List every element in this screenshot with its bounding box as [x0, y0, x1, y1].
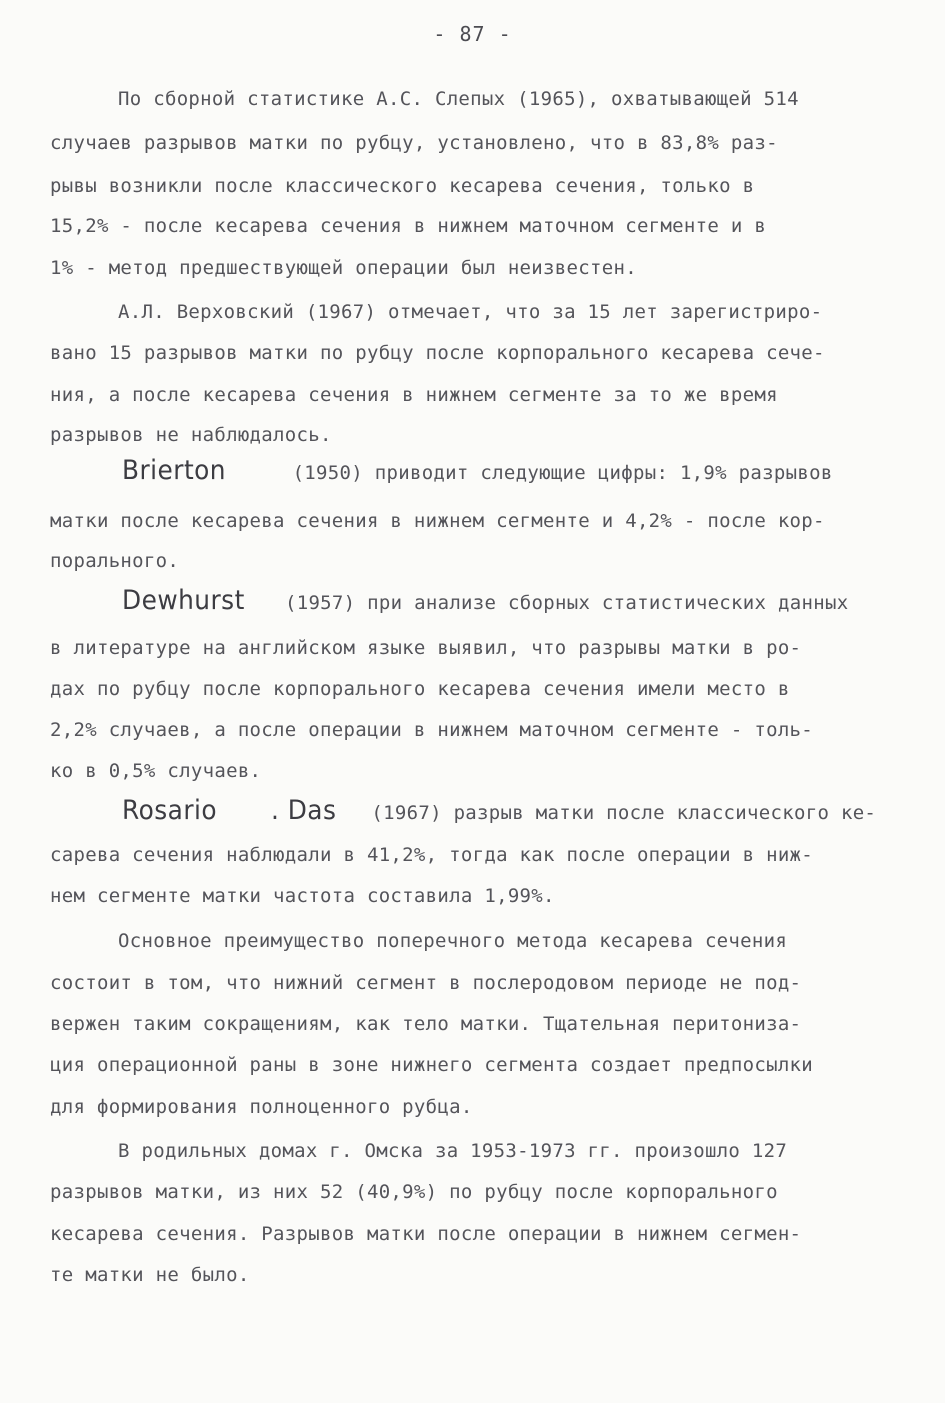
handwritten-author: Rosario: [122, 795, 218, 826]
text-line: 15,2% - после кесарева сечения в нижнем маточном сегменте и в: [50, 215, 767, 237]
text-line: Основное преимущество поперечного метода кесарева сечения: [118, 930, 788, 952]
text-line: [122, 795, 877, 826]
text-line: кесарева сечения. Разрывов матки после операции в нижнем сегмен-: [50, 1223, 802, 1245]
page-number: - 87 -: [433, 22, 512, 46]
text-line: те матки не было.: [50, 1264, 250, 1286]
text-line: А.Л. Верховский (1967) отмечает, что за 15 лет зарегистриро-: [118, 301, 823, 323]
handwritten-author: Brierton: [122, 455, 227, 486]
text-line: для формирования полноценного рубца.: [50, 1096, 473, 1118]
text-line: матки после кесарева сечения в нижнем сегменте и 4,2% - после кор-: [50, 510, 825, 532]
text-line: 2,2% случаев, а после операции в нижнем маточном сегменте - толь-: [50, 719, 814, 741]
handwritten-author: . Das: [270, 795, 337, 826]
text-line: 1% - метод предшествующей операции был неизвестен.: [50, 257, 637, 279]
text-line: рывы возникли после классического кесарева сечения, только в: [50, 175, 755, 197]
handwritten-author: Dewhurst: [122, 585, 245, 616]
text-line: вано 15 разрывов матки по рубцу после корпорального кесарева сече-: [50, 342, 825, 364]
text-line: порального.: [50, 550, 180, 572]
text-line: разрывов матки, из них 52 (40,9%) по рубцу после корпорального: [50, 1181, 778, 1203]
text-fragment: (1950) приводит следующие цифры: 1,9% разрывов: [292, 462, 833, 484]
text-line: ко в 0,5% случаев.: [50, 760, 262, 782]
text-line: состоит в том, что нижний сегмент в послеродовом периоде не под-: [50, 972, 802, 994]
text-line: дах по рубцу после корпорального кесарева сечения имели место в: [50, 678, 790, 700]
text-fragment: (1967) разрыв матки после классического ке-: [371, 802, 877, 824]
text-line: сарева сечения наблюдали в 41,2%, тогда как после операции в ниж-: [50, 844, 814, 866]
text-line: [122, 455, 833, 486]
text-line: ция операционной раны в зоне нижнего сегмента создает предпосылки: [50, 1054, 814, 1076]
text-line: По сборной статистике А.С. Слепых (1965), охватывающей 514: [118, 88, 799, 110]
text-line: вержен таким сокращениям, как тело матки. Тщательная перитониза-: [50, 1013, 802, 1035]
text-line: [122, 585, 849, 616]
text-line: случаев разрывов матки по рубцу, установлено, что в 83,8% раз-: [50, 132, 778, 154]
text-line: нем сегменте матки частота составила 1,99%.: [50, 885, 555, 907]
text-line: в литературе на английском языке выявил, что разрывы матки в ро-: [50, 637, 802, 659]
text-fragment: (1957) при анализе сборных статистических данных: [284, 592, 849, 614]
text-line: В родильных домах г. Омска за 1953-1973 гг. произошло 127: [118, 1140, 788, 1162]
text-line: разрывов не наблюдалось.: [50, 424, 332, 446]
text-line: ния, а после кесарева сечения в нижнем сегменте за то же время: [50, 384, 778, 406]
